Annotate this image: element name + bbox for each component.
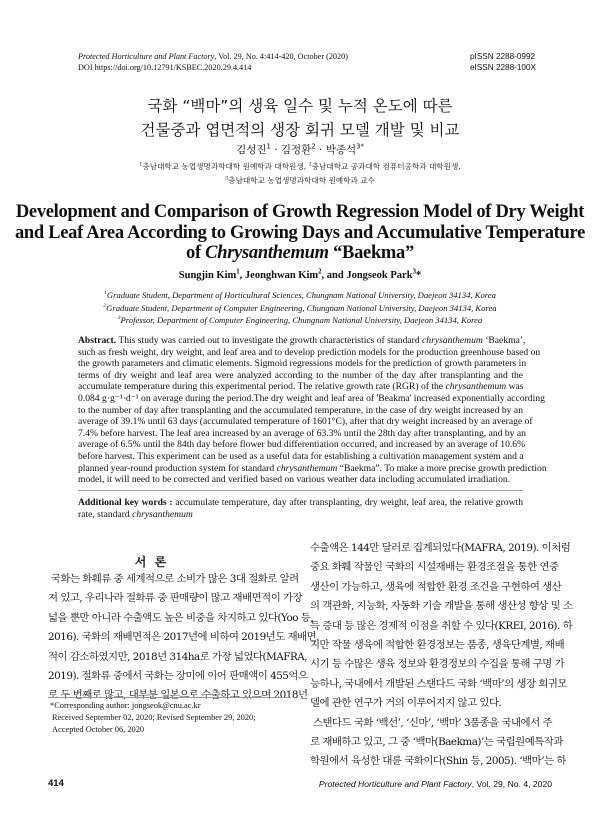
- body-text-line: 스탠다드 국화 ‘백선’, ‘신마’, ‘백마’ 3품종을 국내에서 주: [310, 716, 552, 729]
- abstract-line: [78, 474, 523, 485]
- abstract-text: accumulate temperature during this experimental period. The relative growth rate (RGR) of the: [78, 381, 446, 393]
- keywords-line-1: [78, 497, 523, 508]
- body-text-line: 의 객관화, 지능화, 자동화 기술 개발을 통해 생산성 향상 및 소: [310, 600, 573, 613]
- korean-title-line-2: 건물중과 엽면적의 생장 회귀 모델 개발 및 비교: [140, 121, 460, 139]
- body-text-line: 생산이 가능하고, 생육에 적합한 환경 조건을 구현하여 생산: [310, 580, 562, 593]
- abstract-text: planned year-round production system for standard: [78, 462, 277, 474]
- affiliation-text: Graduate Student, Department of Horticultural Sciences, Chungnam National University, Daejeon 34134, Korea: [106, 290, 496, 300]
- section-heading-introduction: 서 론: [134, 555, 167, 569]
- affiliation-sup: 2: [103, 303, 107, 310]
- abstract-text: “Baekma”. To make a more precise growth prediction: [337, 462, 547, 474]
- title-text: of: [186, 243, 206, 263]
- body-text-line: 져 있고, 우리나라 절화류 중 판매량이 많고 재배면적이 가장: [48, 592, 303, 605]
- author-separator: *: [415, 270, 422, 281]
- abstract-italic: chrysanthemum: [422, 335, 483, 346]
- abstract-text: to the number of day after transplanting and the accumulated temperature, in the case of dry weight increased by an: [78, 404, 523, 416]
- author-separator: ·: [315, 144, 326, 156]
- author-separator: , and: [321, 270, 347, 281]
- english-title-line-1: Development and Comparison of Growth Regression Model of Dry Weight: [15, 202, 585, 222]
- author-sup: 1: [266, 142, 271, 151]
- abstract-line: [78, 370, 523, 381]
- keywords-italic: chrysanthemum: [132, 509, 193, 520]
- title-text: “Baekma”: [328, 243, 414, 263]
- abstract-text: ‘Baekma’,: [482, 335, 526, 346]
- english-authors: [0, 270, 600, 281]
- korean-affiliations-line-2: [0, 175, 600, 186]
- korean-title-line-1: 국화 “백마”의 생육 일수 및 누적 온도에 따른: [147, 97, 453, 115]
- abstract-line: [78, 416, 533, 428]
- author-name: Jongseok Park: [346, 270, 413, 281]
- keywords-line-2: [78, 509, 523, 520]
- author-sup: 1: [236, 268, 240, 276]
- affiliation-text: Graduate Student, Department of Computer Engineering, Chungnam National University, Daejeon 34134, Korea: [106, 303, 497, 313]
- author-sup: 2: [318, 268, 322, 276]
- body-text-line: 2016). 국화의 재배면적은 2017년에 비하여 2019년도 재배면: [48, 631, 317, 644]
- abstract-divider: [78, 490, 523, 491]
- author-name: Jeonghwan Kim: [244, 270, 319, 281]
- body-text-line: 수출액은 144만 달러로 집계되었다(MAFRA, 2019). 이처럼: [310, 542, 571, 554]
- body-text-line: 학원에서 육성한 대륜 국화이다(Shin 등, 2005). ‘백마’는 하: [310, 755, 566, 768]
- abstract-line: [78, 358, 527, 370]
- pissn: pISSN 2288-0992: [470, 52, 536, 61]
- footer-journal-name: Protected Horticulture and Plant Factory: [318, 779, 472, 789]
- abstract-label: Abstract.: [78, 335, 117, 346]
- abstract-text: the growth parameters and climatic elements. Sigmoid regressions models for the prediction of growth parameters in: [78, 358, 527, 370]
- author-separator: ,: [239, 270, 245, 281]
- author-sup: 2: [311, 142, 316, 151]
- affiliation-text: 충남대학교 농업생명과학대학 원예학과 교수: [228, 176, 375, 185]
- footer-journal: [319, 779, 552, 789]
- abstract-text: 0.084 g·g⁻¹·d⁻¹ on average during the period.The dry weight and leaf area of 'Beakma' increased exponentially according: [78, 393, 545, 404]
- abstract-text: average of 39.1% until 63 days (accumulated temperature of 1601°C), after that dry weight increased by an average of: [78, 416, 533, 428]
- author-separator: ·: [270, 144, 281, 156]
- author-name: Sungjin Kim: [178, 270, 237, 281]
- abstract-text: This study was carried out to investigate the growth characteristics of standard: [116, 335, 423, 346]
- abstract-italic: chrysanthemum: [445, 381, 507, 393]
- keywords-text: accumulate temperature, day after transplanting, dry weight, leaf area, the relative growth: [172, 497, 523, 508]
- abstract-text: before harvest. This experiment can be used as a useful data for establishing a cultivation management system and a: [78, 451, 524, 462]
- keywords-label: Additional key words :: [78, 497, 173, 508]
- abstract-text: was: [506, 381, 524, 393]
- abstract-line: [78, 451, 523, 462]
- korean-affiliations-line-1: [0, 161, 600, 172]
- body-text-line: 로 두 번째로 많고, 대부분 일본으로 수출하고 있으며 2018년: [48, 689, 308, 702]
- received-dates: Received September 02, 2020; Revised September 29, 2020;: [52, 713, 256, 722]
- abstract-line: [78, 393, 545, 404]
- affiliation-sup: 3: [225, 175, 229, 182]
- affiliation-sup: 2: [308, 161, 312, 168]
- affiliation-text: 충남대학교 농업생명과학대학 원예학과 대학원생,: [142, 162, 309, 171]
- doi-link[interactable]: DOI https://doi.org/10.12791/KSBEC.2020.29.4.414: [78, 63, 252, 72]
- body-text-line: 넓을 뿐만 아니라 수출액도 높은 비중을 차지하고 있다(Yoo 등,: [48, 611, 314, 624]
- body-text-line: 로 재배하고 있고, 그 중 ‘백마(Baekma)’는 국립원예특작과: [310, 736, 563, 748]
- journal-name: Protected Horticulture and Plant Factory: [78, 52, 215, 61]
- author-sup: 3*: [356, 142, 364, 151]
- abstract-line: [78, 462, 547, 474]
- abstract-text: terms of dry weight and leaf area were analyzed according to the number of the day after transplanting and the: [78, 369, 523, 381]
- english-affiliation-2: [0, 303, 600, 313]
- corresponding-author: *Corresponding author: jongseok@cnu.ac.kr: [50, 701, 201, 710]
- body-text-line: 득 증대 등 많은 경제적 이점을 취할 수 있다(KREI, 2016). 하: [310, 619, 573, 632]
- body-text-line: 적이 감소하였지만, 2018년 314ha로 가장 넓었다(MAFRA,: [48, 650, 308, 663]
- author-sup: 3: [412, 268, 416, 276]
- affiliation-text: Professor, Department of Computer Engineering, Chungnam National University, Daejeon 34134, Korea: [120, 315, 483, 325]
- author-name: 김정환: [280, 144, 312, 156]
- journal-volume: , Vol. 29, No. 4:414-420, October (2020): [214, 52, 348, 61]
- affiliation-sup: 3: [117, 315, 121, 322]
- footer-volume: , Vol. 29, No. 4, 2020: [471, 779, 552, 789]
- accepted-date: Accepted October 06, 2020: [52, 725, 145, 734]
- eissn: eISSN 2288-100X: [470, 63, 536, 72]
- body-text-line: 중요 화훼 작물인 국화의 시설재배는 환경조절을 통한 연중: [310, 561, 559, 574]
- title-italic: Chrysanthemum: [205, 243, 329, 263]
- author-name: 김성진: [236, 144, 267, 156]
- abstract-line: [78, 381, 523, 392]
- english-title-line-3: [0, 243, 600, 264]
- abstract-text: model, it will need to be corrected and verified based on various weather data including accumulated irradiation.: [78, 474, 511, 486]
- body-text-line: 지만 작물 생육에 적합한 환경정보는 품종, 생육단계별, 재배: [310, 639, 565, 651]
- author-name: 박종석: [325, 144, 357, 156]
- korean-authors: [0, 142, 600, 157]
- body-text-line: 델에 관한 연구가 거의 이루어지지 않고 있다.: [310, 697, 502, 710]
- affiliation-text: 충남대학교 공과대학 컴퓨터공학과 대학원생,: [311, 162, 461, 171]
- journal-citation: [78, 52, 348, 61]
- english-title-line-2: and Leaf Area According to Growing Days and Accumulative Temperature: [14, 223, 586, 243]
- abstract-text: such as fresh weight, dry weight, and leaf area and to develop prediction models for the production greenhouse based on: [78, 346, 541, 358]
- abstract-text: 7.4% before harvest. The leaf area increased by an average of 63.3% until the 28th day after transplanting, and by an: [78, 427, 526, 439]
- keywords-text: rate, standard: [78, 509, 133, 520]
- english-affiliation-1: [0, 290, 600, 300]
- abstract-line: [78, 427, 526, 439]
- footnote-divider: [48, 697, 290, 698]
- abstract-line: [78, 335, 526, 346]
- abstract-text: average of 6.5% until the 84th day before flower bud differentiation occurred, and increased by an average of 10.6%: [78, 439, 526, 451]
- abstract-line: [78, 439, 526, 451]
- affiliation-sup: 1: [104, 290, 107, 297]
- abstract-italic: chrysanthemum: [276, 462, 338, 474]
- affiliation-sup: 1: [139, 161, 143, 168]
- body-text-line: 시기 등 수많은 생육 정보와 환경정보의 수집을 통해 구명 가: [310, 658, 565, 671]
- abstract-line: [78, 405, 523, 416]
- body-text-line: 2019). 절화류 중에서 국화는 장미에 이어 판매액이 455억으: [48, 670, 308, 682]
- body-text-line: 능하나, 국내에서 개발된 스탠다드 국화 ‘백마’의 생장 회귀모: [310, 677, 567, 690]
- abstract-line: [78, 346, 541, 358]
- page-number: 414: [48, 778, 64, 789]
- body-text-line: 국화는 화훼류 중 세계적으로 소비가 많은 3대 절화로 알려: [48, 573, 299, 585]
- english-affiliation-3: [0, 315, 600, 325]
